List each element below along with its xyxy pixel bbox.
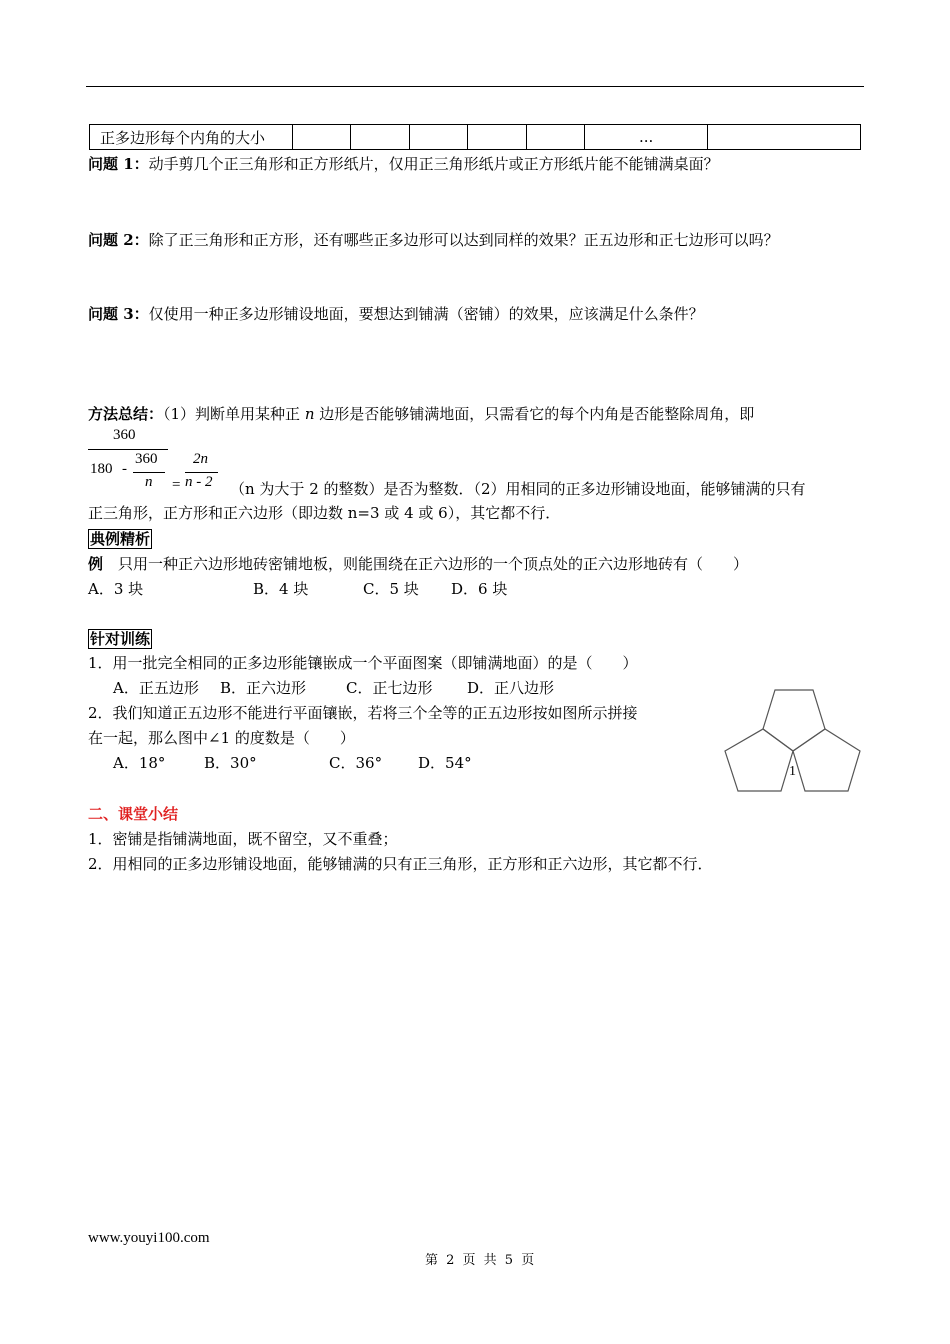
table-cell [351, 125, 409, 150]
training-q1-option-a: A．正五边形 [113, 679, 199, 697]
formula-minus: - [122, 461, 127, 477]
formula-inner-numerator: 360 [135, 451, 158, 467]
summary-item-2: 2．用相同的正多边形铺设地面，能够铺满的只有正三角形，正方形和正六边形，其它都不行． [88, 855, 713, 873]
table-cell: ... [585, 125, 708, 150]
question-2 [88, 229, 779, 250]
question-2-text: 除了正三角形和正方形，还有哪些正多边形可以达到同样的效果？正五边形和正七边形可以吗？ [148, 231, 779, 249]
training-q2-option-b: B．30° [204, 754, 257, 772]
method-var-n: n [304, 405, 315, 423]
method-label: 方法总结： [88, 405, 164, 423]
method-line-2: （n 为大于 2 的整数）是否为整数．（2）用相同的正多边形铺设地面，能够铺满的只有 [230, 480, 806, 498]
method-line-1 [88, 403, 754, 424]
summary-item-1: 1．密铺是指铺满地面，既不留空，又不重叠； [88, 830, 398, 848]
training-q1-option-b: B．正六边形 [220, 679, 307, 697]
table-cell [468, 125, 526, 150]
table-row [90, 125, 861, 150]
formula2-numerator: 2n [193, 451, 208, 467]
table-cell [526, 125, 584, 150]
question-3 [88, 303, 704, 324]
table-cell [293, 125, 351, 150]
pentagon-top [763, 690, 825, 751]
page-indicator: 第 2 页 共 5 页 [425, 1253, 537, 1268]
method-text-b: 边形是否能够铺满地面，只需看它的每个内角是否能整除周角，即 [314, 405, 755, 423]
formula-inner-denominator: n [145, 474, 153, 490]
example-option-b: B．4 块 [253, 580, 309, 598]
formula-180: 180 [90, 461, 113, 477]
question-3-label: 问题 3： [88, 305, 149, 323]
training-q2-option-c: C．36° [329, 754, 383, 772]
training-heading [88, 628, 152, 649]
training-q2-line-1: 2．我们知道正五边形不能进行平面镶嵌，若将三个全等的正五边形按如图所示拼接 [88, 704, 638, 722]
method-text-a: （1）判断单用某种正 [163, 405, 305, 423]
table-cell [708, 125, 861, 150]
training-q1-option-c: C．正七边形 [346, 679, 433, 697]
training-q1-option-d: D．正八边形 [467, 679, 555, 697]
formula-fraction-bar [88, 449, 168, 450]
training-q2-option-a: A．18° [113, 754, 166, 772]
table-row-label: 正多边形每个内角的大小 [90, 125, 293, 150]
question-1-label: 问题 1： [88, 155, 149, 173]
three-pentagons-figure [718, 684, 868, 799]
question-2-label: 问题 2： [88, 231, 149, 249]
training-q1: 1．用一批完全相同的正多边形能镶嵌成一个平面图案（即铺满地面）的是（ ） [88, 654, 638, 672]
example-label: 例 [88, 555, 104, 573]
example-text: 只用一种正六边形地砖密铺地板，则能围绕在正六边形的一个顶点处的正六边形地砖有（ ） [103, 555, 749, 573]
training-heading-text: 针对训练 [90, 630, 151, 648]
header-rule [86, 86, 864, 87]
training-q2-line-2: 在一起，那么图中∠1 的度数是（ ） [88, 729, 355, 747]
pentagon-left [725, 729, 793, 791]
angle-1-label: 1 [789, 764, 796, 779]
summary-heading-text: 二、课堂小结 [88, 805, 179, 823]
formula-numerator: 360 [113, 427, 136, 443]
summary-heading [88, 803, 178, 824]
angle-table [89, 124, 861, 150]
example-option-d: D．6 块 [451, 580, 508, 598]
example-question [88, 553, 748, 574]
formula2-bar [185, 472, 218, 473]
formula-equals: = [172, 477, 181, 493]
example-option-c: C．5 块 [363, 580, 419, 598]
example-option-a: A．3 块 [88, 580, 144, 598]
training-q2-option-d: D．54° [418, 754, 472, 772]
question-1-text: 动手剪几个正三角形和正方形纸片，仅用正三角形纸片或正方形纸片能不能铺满桌面？ [148, 155, 719, 173]
method-line-3: 正三角形，正方形和正六边形（即边数 n=3 或 4 或 6），其它都不行． [88, 504, 561, 522]
formula-inner-bar [133, 472, 165, 473]
example-heading-text: 典例精析 [90, 530, 151, 548]
question-1 [88, 153, 719, 174]
formula2-denominator: n - 2 [185, 474, 213, 490]
footer-url[interactable]: www.youyi100.com [88, 1230, 210, 1246]
table-cell [409, 125, 467, 150]
example-heading [88, 528, 152, 549]
pentagon-right [793, 729, 860, 791]
question-3-text: 仅使用一种正多边形铺设地面，要想达到铺满（密铺）的效果，应该满足什么条件？ [148, 305, 704, 323]
